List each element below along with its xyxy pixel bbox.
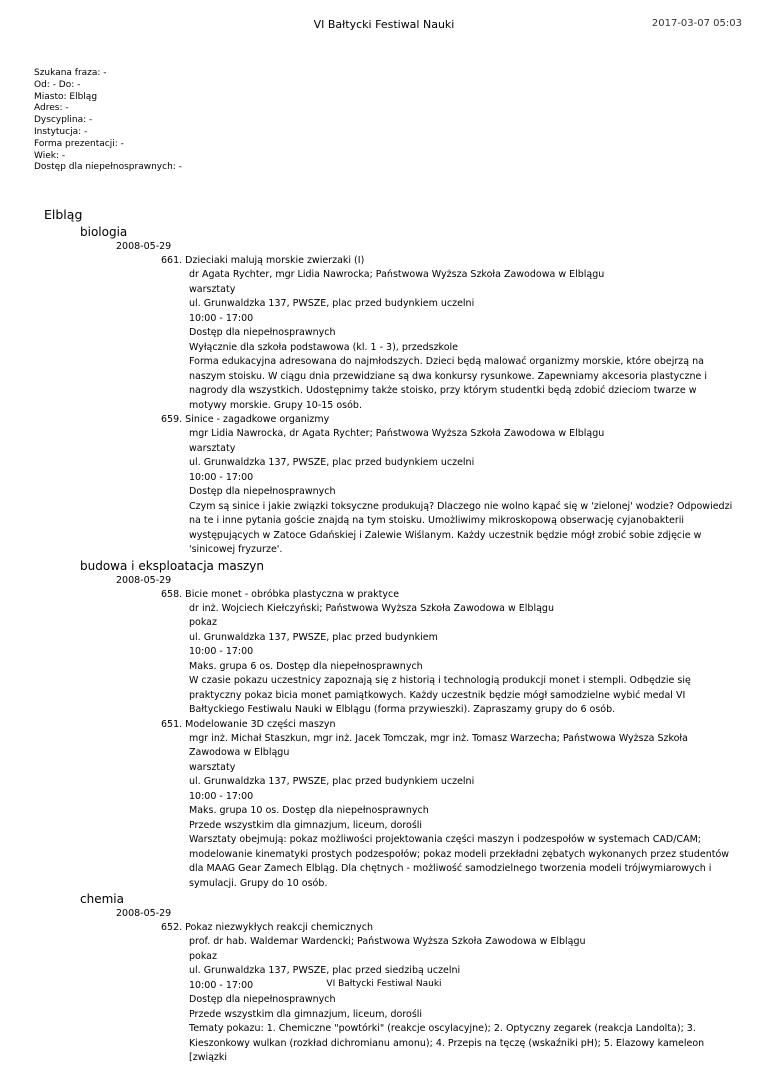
event-title: 651. Modelowanie 3D części maszyn xyxy=(161,718,336,730)
event-description: Czym są sinice i jakie związki toksyczne produkują? Dlaczego nie wolno kąpać się w 'zielonej' wodzie? Odpowiedzi na te i inne pytania goście znajdą na tym stoisku. Umożliwimy mikroskopową obserwację cyjanobakterii występujących w Zatoce Gdańskiej i Zalewie Wiślanym. Każdy uczestnik będzie mógł zrobić sobie zdjęcie w 'sinicowej fryzurze'. xyxy=(189,500,733,555)
event-time: 10:00 - 17:00 xyxy=(189,790,254,802)
criteria-city: Miasto: Elbląg xyxy=(34,91,98,102)
event-description: W czasie pokazu uczestnicy zapoznają się z historią i technologią produkcji monet i stempli. Odbędzie się praktyczny pokaz bicia monet pamiątkowych. Każdy uczestnik będzie mógł samodzielne wybić medal VI Bałtyckiego Festiwalu Nauki w Elblągu (forma przywieszki). Zapraszamy grupy do 6 osób. xyxy=(189,675,691,715)
event-access: Dostęp dla niepełnosprawnych xyxy=(189,486,336,497)
event-address: ul. Grunwaldzka 137, PWSZE, plac przed siedzibą uczelni xyxy=(189,965,461,976)
event-form: warsztaty xyxy=(189,283,236,295)
event-details xyxy=(189,268,734,413)
event-authors: dr Agata Rychter, mgr Lidia Nawrocka; Państwowa Wyższa Szkoła Zawodowa w Elblągu xyxy=(189,269,605,280)
event-details xyxy=(189,602,734,718)
criteria-phrase: Szukana fraza: - xyxy=(34,68,107,78)
event-time: 10:00 - 17:00 xyxy=(189,979,254,991)
event-address: ul. Grunwaldzka 137, PWSZE, plac przed budynkiem xyxy=(189,631,438,643)
event-details xyxy=(189,732,734,892)
event-date: 2008-05-29 xyxy=(116,908,172,919)
discipline-heading: chemia xyxy=(80,892,124,906)
event-description: Forma edukacyjna adresowana do najmłodszych. Dzieci będą malować organizmy morskie, które obejrzą na naszym stoisku. W ciągu dnia przewidziane są dwa konkursy rysunkowe. Zapewniamy akcesoria plastyczne i nagrody dla wszystkich. Udostępnimy także stoisko, przy którym studentki będą zdobić dzieciom twarze w motywy morskie. Grupy 10-15 osób. xyxy=(189,356,707,411)
event-audience: Przede wszystkim dla gimnazjum, liceum, dorośli xyxy=(189,819,423,831)
event-time: 10:00 - 17:00 xyxy=(189,646,254,657)
event-access: Maks. grupa 10 os. Dostęp dla niepełnosprawnych xyxy=(189,805,429,816)
event-description: Warsztaty obejmują: pokaz możliwości projektowania części maszyn i podzespołów w systemach CAD/CAM; modelowanie kinematyki prostych podzespołów; pokaz modeli przekładni zębatych wykonanych przez studentów dla MAAG Gear Zamech Elbląg. Dla chętnych - możliwość samodzielnego tworzenia modeli trójwymiarowych i symulacji. Grupy do 10 osób. xyxy=(189,834,730,889)
event-title: 659. Sinice - zagadkowe organizmy xyxy=(161,414,330,425)
event-address: ul. Grunwaldzka 137, PWSZE, plac przed budynkiem uczelni xyxy=(189,457,475,468)
event-form: pokaz xyxy=(189,950,217,962)
criteria-accessibility: Dostęp dla niepełnosprawnych: - xyxy=(34,162,182,173)
criteria-discipline: Dyscyplina: - xyxy=(34,115,93,126)
city-heading: Elbląg xyxy=(44,207,83,222)
event-title: 658. Bicie monet - obróbka plastyczna w praktyce xyxy=(161,588,400,600)
page-footer: VI Bałtycki Festiwal Nauki xyxy=(326,979,442,989)
event-details xyxy=(189,935,734,1066)
event-details xyxy=(189,427,734,558)
event-title: 652. Pokaz niezwykłych reakcji chemicznych xyxy=(161,922,373,933)
event-authors: dr inż. Wojciech Kiełczyński; Państwowa Wyższa Szkoła Zawodowa w Elblągu xyxy=(189,602,554,614)
discipline-heading: biologia xyxy=(80,225,128,239)
event-authors: mgr inż. Michał Staszkun, mgr inż. Jacek Tomczak, mgr inż. Tomasz Warzecha; Państwowa Wyższa Szkoła Zawodowa w Elblągu xyxy=(189,732,688,758)
event-authors: mgr Lidia Nawrocka, dr Agata Rychter; Państwowa Wyższa Szkoła Zawodowa w Elblągu xyxy=(189,428,605,439)
results-list xyxy=(0,206,768,1066)
criteria-institution: Instytucja: - xyxy=(34,126,88,137)
event-access: Maks. grupa 6 os. Dostęp dla niepełnosprawnych xyxy=(189,660,423,672)
event-time: 10:00 - 17:00 xyxy=(189,312,254,324)
print-datetime: 2017-03-07 05:03 xyxy=(651,18,742,29)
event-date: 2008-05-29 xyxy=(116,574,172,586)
event-form: pokaz xyxy=(189,617,217,628)
criteria-date-range: Od: - Do: - xyxy=(34,79,81,90)
event-authors: prof. dr hab. Waldemar Wardencki; Państwowa Wyższa Szkoła Zawodowa w Elblągu xyxy=(189,936,586,947)
event-form: warsztaty xyxy=(189,442,236,454)
event-address: ul. Grunwaldzka 137, PWSZE, plac przed budynkiem uczelni xyxy=(189,298,475,309)
criteria-age: Wiek: - xyxy=(34,150,66,161)
discipline-heading: budowa i eksploatacja maszyn xyxy=(80,558,265,573)
page-header-title: VI Bałtycki Festiwal Nauki xyxy=(313,18,455,31)
criteria-presentation-form: Forma prezentacji: - xyxy=(34,138,124,149)
event-date: 2008-05-29 xyxy=(116,241,172,252)
event-time: 10:00 - 17:00 xyxy=(189,471,254,483)
event-audience: Wyłącznie dla szkoła podstawowa (kl. 1 - 3), przedszkole xyxy=(189,341,459,353)
event-audience: Przede wszystkim dla gimnazjum, liceum, dorośli xyxy=(189,1008,423,1020)
event-title: 661. Dzieciaki malują morskie zwierzaki (I) xyxy=(161,255,365,266)
event-form: warsztaty xyxy=(189,761,236,773)
event-address: ul. Grunwaldzka 137, PWSZE, plac przed budynkiem uczelni xyxy=(189,776,475,787)
event-description: Tematy pokazu: 1. Chemiczne "powtórki" (reakcje oscylacyjne); 2. Optyczny zegarek (reakcja Landolta); 3. Kieszonkowy wulkan (rozkład dichromianu amonu); 4. Przepis na tęczę (wskaźniki pH); 5. Elazowy kameleon [związki xyxy=(189,1023,705,1063)
event-access: Dostęp dla niepełnosprawnych xyxy=(189,327,336,338)
criteria-address: Adres: - xyxy=(34,103,69,114)
search-criteria xyxy=(34,68,182,174)
event-access: Dostęp dla niepełnosprawnych xyxy=(189,994,336,1005)
